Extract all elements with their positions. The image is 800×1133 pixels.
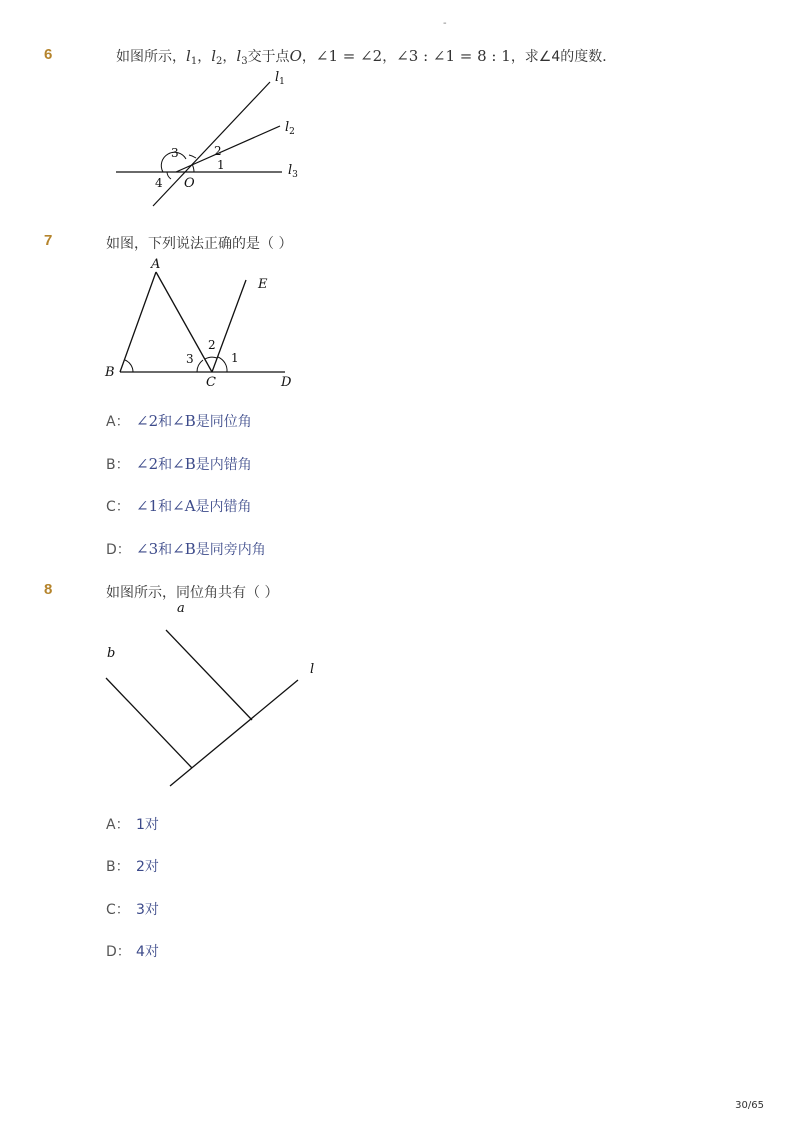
option-text: 3对 [136,902,159,918]
q8-line-a-label: a [177,601,185,616]
q7-option-c[interactable] [106,496,252,516]
q8-figure [100,598,340,798]
l2-subscript: 2 [216,56,223,67]
option-text-part: 是同旁内角 [195,542,266,558]
option-letter: D： [106,944,131,960]
q6-text-part: ， [301,49,316,65]
q7-point-a-label: A [151,257,161,272]
option-text-part: 是同位角 [195,414,252,430]
q7-option-d[interactable] [106,539,266,559]
q6-separator: ， [222,49,237,65]
page-number: 30/65 [735,1100,764,1111]
l2-letter: l [211,47,216,65]
q6-text-part: ，求∠4的度数． [510,49,617,65]
question-7-text: 如图，下列说法正确的是（ ） [106,236,293,252]
option-letter: D： [106,542,131,558]
option-math: ∠3 [136,540,159,558]
option-letter: A： [106,414,130,430]
q7-point-d-label: D [281,375,292,390]
q6-angle-4-label: 4 [155,176,163,190]
l3-subscript: 3 [292,170,298,180]
page-header-mark: - [443,18,447,29]
option-text-part: 和 [158,542,173,558]
q6-text-part: 交于点 [247,49,290,65]
option-letter: B： [106,457,130,473]
option-text-part: 和 [158,457,173,473]
l3-letter: l [236,47,242,65]
q6-equation-2: ∠3 : ∠1 = 8 : 1 [396,47,511,65]
q8-line-b-label: b [107,646,116,661]
option-letter: B： [106,859,130,875]
question-number: 7 [44,232,53,249]
q8-option-c[interactable] [106,899,159,919]
question-number: 6 [44,46,53,63]
l1-letter: l [275,70,280,85]
l1-subscript: 1 [190,56,198,67]
q7-option-b[interactable] [106,454,252,474]
q6-line-l3-label [288,163,298,180]
q6-figure [110,70,310,210]
option-text [136,457,252,473]
q6-separator: ， [197,49,212,65]
q6-line-l1-label [275,70,285,87]
option-math: ∠B [172,412,196,430]
option-text [136,499,252,515]
q6-angle-2-label: 2 [214,144,222,158]
l2-subscript: 2 [289,127,295,137]
q8-option-a[interactable] [106,814,159,834]
option-letter: C： [106,902,130,918]
q6-line-l3 [236,47,247,65]
option-letter: C： [106,499,130,515]
option-letter: A： [106,817,130,833]
question-6-text [116,46,616,67]
l2-letter: l [285,120,290,135]
l3-subscript: 3 [241,56,248,67]
question-8-text: 如图所示，同位角共有（ ） [106,585,279,601]
l1-letter: l [186,47,191,65]
q7-angle-3-label: 3 [186,352,194,366]
q7-angle-2-label: 2 [208,338,216,352]
q7-point-c-label: C [206,375,216,390]
q8-option-b[interactable] [106,856,159,876]
q7-angle-1-label: 1 [231,351,239,365]
option-math: ∠2 [136,455,159,473]
q6-text-part: 如图所示， [116,49,186,65]
l3-letter: l [288,163,293,178]
option-text [136,414,252,430]
option-math: ∠A [172,497,196,515]
q6-line-l2 [211,47,222,65]
q7-figure [100,256,300,390]
q7-point-b-label: B [105,365,115,380]
q6-line-l2-label [285,120,295,137]
option-text: 4对 [136,944,159,960]
option-text-part: 和 [158,499,173,515]
option-math: ∠B [172,455,196,473]
q6-angle-3-label: 3 [171,146,179,160]
option-math: ∠2 [136,412,159,430]
option-text-part: 是内错角 [195,457,252,473]
option-text: 1对 [136,817,159,833]
q6-line-l1 [186,47,197,65]
q6-angle-1-label: 1 [217,158,225,172]
option-text-part: 是内错角 [195,499,252,515]
option-text [136,542,266,558]
option-text: 2对 [136,859,159,875]
q6-point-o-label: O [184,176,195,191]
option-math: ∠1 [136,497,159,515]
q8-option-d[interactable] [106,941,159,961]
option-text-part: 和 [158,414,173,430]
q6-text-part: ， [382,49,397,65]
q6-equation-1: ∠1 = ∠2 [315,47,383,65]
option-math: ∠B [172,540,196,558]
q8-line-l-label: l [310,662,315,677]
question-number: 8 [44,581,53,598]
l1-subscript: 1 [279,77,285,87]
q7-option-a[interactable] [106,411,252,431]
q7-point-e-label: E [258,277,268,292]
q6-point-o: O [289,47,302,65]
